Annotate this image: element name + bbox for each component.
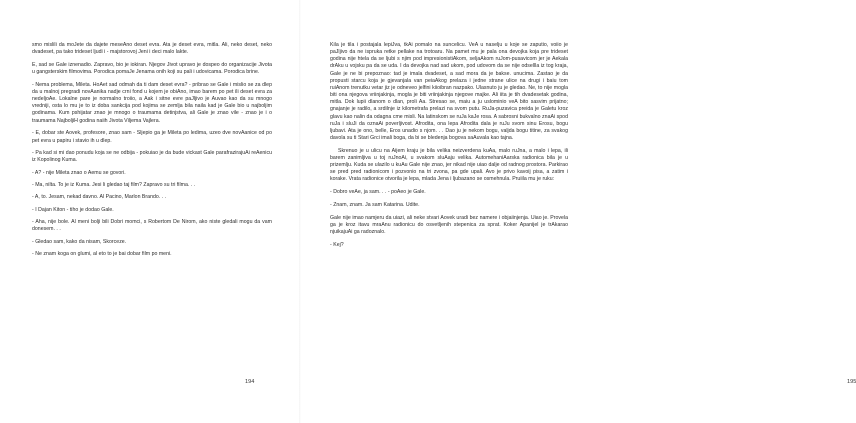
right-page bbox=[300, 0, 856, 423]
right-paragraph: Kila je tila i postajala lepiJva, tkAi pomalo na suncelicu. VeA u naselju u koje se zaputio, voiio je paJljivo da ne ispruka retke pellake na trotoaru. Na pamet mu je pala ona devojka koja pre trideset godina nije htela da se ljubi s njim pod impresionistiAkom, seljaAkom ruJom-pusavicom jer je Aekala drAku u vojsku pa da se uda. I da devojka nad sad ukom, pod udovom da se nije odsellla iz tog kraja, Gale je ne bi prepoznao: tad je imala dvadeset, a sad mora da je bakse. unucima. Zastao je da propusti starcu koja je gjevanjala van peiaAkog prelaza i jedne strane ulice na drugi i baiu tom ruiAnom trenutku vetar jiz je odneveo jelfini kiioibran nazpako. Ulasnuto ju je gledao. Ne, to nije mogla biti ona njegova vriinjakinja, mogla je biti vriinjakinja njegove majke. Ali iita je tih dvadesetak godina, mitla. Dok lupii dlanom o dlan, proli Aa. Stresao se, maiu a ju uslominio veA bito sasvim prijatno; gnajanje je radilo, a srdilnje iz kilometrafa prelazi na svom putu. RuJa-puzavica preida je Galetu kroz glavu kao nalin da odagna cme misli. Na latinskom se ruJa kaJe rosa. A sabrosni bukvalno znaAi spod ruJa i sluJi da oznaAi poverljivost. Afrodita, ona lepa Afrodita dala je ruJu svom sinu Erosu, bogu ljubavi. Ata je ono, belle, Eros unadio s njom. . . Dao ju je nekom bogu, valjda bogu titine, za svakog davola su ti Stari Grci imali boga, da bi se bledenja bogova saAuvala kao tajna. bbox=[330, 42, 568, 142]
left-paragraph: - Nema problema, Mileta. HoAet sad odmah da ti dam deset evra? - pribrao se Gale i mislio se za dlep da u malnoj pregradi novAanika nadje crni fond u kojem je obiAno, imao barem po pet ili deset evra za nedeljoAe. Lokalne pare je normalno troiio, a Aak i sitne evre paJljivo je Auvao kao da su mnogo vredniji, osta lo mu je to iz doba sankcija pod kojima se zemlja bila naila kad je Gale bio u najboljim godinama. Kum pshijatar znao je mnogo o traumama detinjstva, ali Gale je znao vile - znao je i o traumama NajboljiH godina naiih Jivota Viljema Vajlera. bbox=[32, 81, 272, 124]
left-paragraph: - I Dajan Kiton - tiho je dodao Gale. bbox=[32, 206, 114, 213]
right-paragraph: - Znam, znam. Ja sam Katarina. Udite. bbox=[330, 201, 420, 208]
page-number-left: 194 bbox=[245, 379, 255, 385]
left-paragraph: - E, dobar ste Aovek, profesore, znao sam - Sljepio ga je Mileta po ledima, uzeo dve novAanice od po pet evra u papiru i stavio ih u dlep. bbox=[32, 130, 272, 144]
left-paragraph: - Ne znam koga on glumi, al eto to je bai dobar film po meni. bbox=[32, 250, 172, 257]
left-page bbox=[0, 0, 300, 423]
right-paragraph: - Kej? bbox=[330, 241, 344, 248]
right-paragraph: Skrenuo je u ulicu na Aijem kraju je bila velika neizverdena kuAa, malo ruJna, a malo i lepa, ili barem zanimljiva u toj ruJnoAi, u svakom sluAaju velika. AutomehaniAarska radionica bila je u prizemlju. Kuda se ulazilo u kuAu Gale nije znao, jer nikad nije uiao dalje od radnog prostora. Parkirao se pred pred radionicom i pozvonio na tri zvona, pa gde upali. Avo je privo kavoij pisa, a zatim i korake. Vrata radionice otvorila je lepa, mlada Jena i ljubazano se osmehnula. Pruiila mu je ruku: bbox=[330, 147, 568, 183]
left-paragraph: - Ma, nilta. To je iz Kuma. Jesi li gledao taj film? Zapravo su tri filma. . . bbox=[32, 182, 196, 189]
left-paragraph: - A? - nije Mileta znao o Aemu se govori. bbox=[32, 170, 126, 177]
left-paragraph: - Aha, nije bole. Al meni bolji bili Dobri momci, s Robertom De Nirom, ako niste gledali mogu da vam donesem. . . bbox=[32, 218, 272, 232]
right-paragraph: Gale nije imao namjeru da uiazi, ali neke stvari Aovek uradi bez namere i objaiinjenja. Uiao je. Provela ga je kroz itavu mraAnu radionicu do osvetljenih stepenica za sprat. Koker Apanijel je trAkarao njuikajuAi ga radoznalo. bbox=[330, 214, 568, 235]
left-paragraph: E, sad se Gale iznenadio. Zapravo, bio je iokiran. Njegov Jivot upravo je dospeo do organizacije Jivota u gangsterskim filmovima. Porodica pomaJe Jenama onih koji su pali i udovicama. Porodica brine. bbox=[32, 61, 272, 76]
right-paragraph: - Dobro veAe, ja sam. . . - poAeo je Gale. bbox=[330, 189, 426, 196]
left-paragraph: - A, to. Jesam, nekad davno. Al Pacino, Marlon Brando. . . bbox=[32, 194, 167, 201]
left-paragraph: smo mislili da moJete da dajete meseAno deset evra. Ata je deset evra, mitla. Ali, neko deset, neko dvadeset, pa tako trideset ljudi i - majstorovoj Jeni i deci malo lakte. bbox=[32, 42, 272, 56]
page-number-right: 195 bbox=[847, 379, 856, 385]
left-paragraph: - Gledao sam, kako da nisam, Skorceze. bbox=[32, 238, 127, 245]
left-paragraph: - Pa kad si mi dao ponudu koja se ne odbija - pokuiao je da bude vickast Gale parafrazirajuAi reAenicu iz Kopolinog Kuma. bbox=[32, 150, 272, 164]
